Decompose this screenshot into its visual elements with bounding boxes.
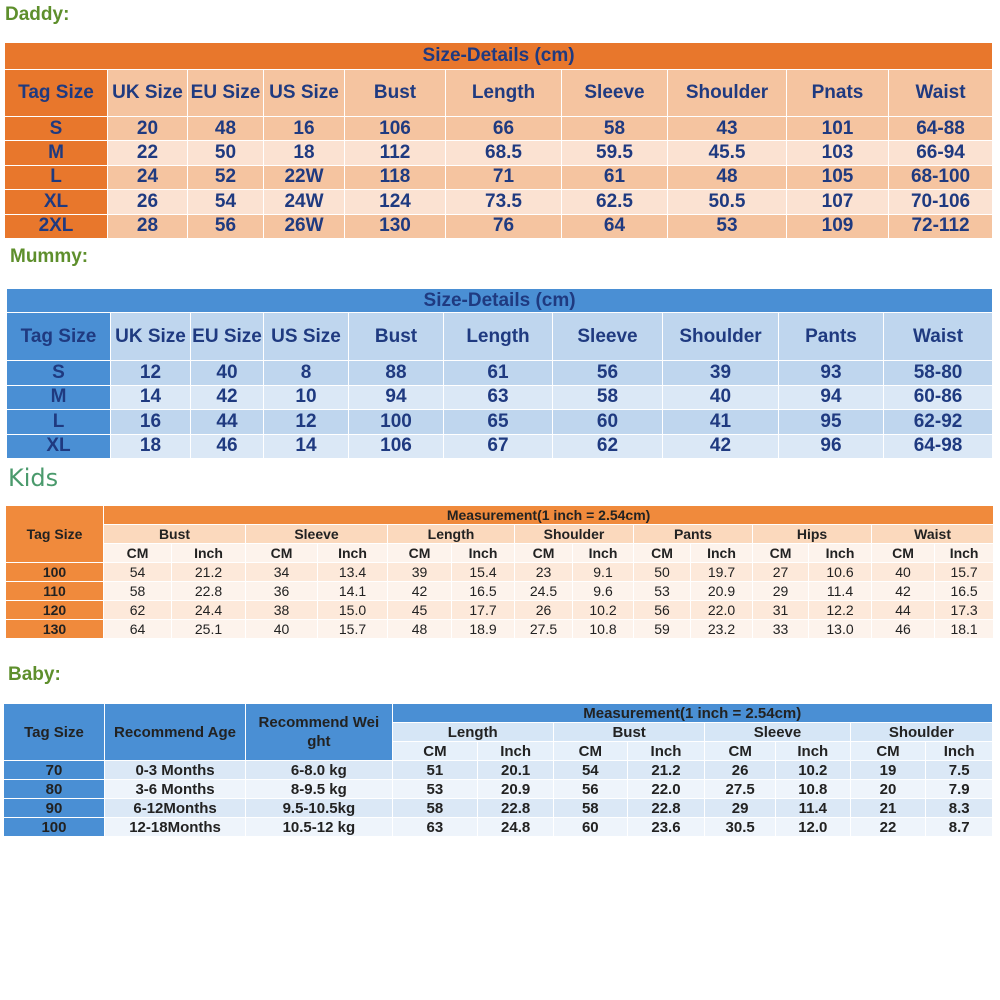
value-cell: 62 [553, 434, 663, 459]
unit-header-cell: CM [753, 544, 809, 563]
group-header-cell: Sleeve [705, 723, 850, 742]
group-header-cell: Hips [753, 525, 872, 544]
value-cell: 106 [349, 434, 444, 459]
header-cell: UK Size [108, 70, 188, 117]
header-cell: Tag Size [6, 506, 104, 563]
value-cell: 64 [562, 214, 668, 238]
unit-header-cell: CM [850, 742, 926, 761]
value-cell: 45 [388, 601, 452, 620]
value-cell: 50 [634, 563, 691, 582]
tag-size-cell: M [7, 385, 111, 410]
tag-size-cell: L [7, 410, 111, 435]
value-cell: 19 [850, 761, 926, 780]
value-cell: 15.7 [935, 563, 994, 582]
table-row [7, 361, 993, 386]
header-cell: Pants [779, 313, 884, 361]
value-cell: 22.0 [691, 601, 753, 620]
value-cell: 56 [553, 361, 663, 386]
value-cell: 25.1 [172, 620, 246, 639]
value-cell: 29 [705, 799, 776, 818]
unit-header-cell: CM [246, 544, 318, 563]
value-cell: 73.5 [446, 190, 562, 214]
value-cell: 39 [663, 361, 779, 386]
baby-size-table [3, 703, 993, 837]
value-cell: 12-18Months [104, 818, 245, 837]
value-cell: 43 [668, 117, 787, 141]
value-cell: 21 [850, 799, 926, 818]
value-cell: 59.5 [562, 141, 668, 165]
header-cell: Recommend Wei ght [246, 704, 392, 761]
value-cell: 10.2 [775, 761, 850, 780]
value-cell: 58 [104, 582, 172, 601]
tag-size-cell: XL [7, 434, 111, 459]
value-cell: 46 [191, 434, 264, 459]
value-cell: 26W [264, 214, 345, 238]
value-cell: 0-3 Months [104, 761, 245, 780]
value-cell: 42 [388, 582, 452, 601]
value-cell: 24 [108, 165, 188, 189]
value-cell: 20 [850, 780, 926, 799]
unit-header-cell: Inch [691, 544, 753, 563]
tag-size-cell: M [5, 141, 108, 165]
value-cell: 28 [108, 214, 188, 238]
value-cell: 27.5 [705, 780, 776, 799]
value-cell: 44 [191, 410, 264, 435]
table-title: Measurement(1 inch = 2.54cm) [392, 704, 992, 723]
value-cell: 130 [345, 214, 446, 238]
daddy-label: Daddy: [5, 4, 70, 25]
value-cell: 16 [264, 117, 345, 141]
table-row [7, 410, 993, 435]
table-title: Size-Details (cm) [7, 289, 993, 313]
daddy-size-table [4, 42, 993, 239]
mummy-size-table [6, 288, 993, 459]
value-cell: 58 [553, 385, 663, 410]
value-cell: 41 [663, 410, 779, 435]
table-row [6, 601, 994, 620]
kids-size-table [5, 505, 994, 639]
value-cell: 14.1 [318, 582, 388, 601]
value-cell: 22 [850, 818, 926, 837]
value-cell: 54 [188, 190, 264, 214]
value-cell: 9.6 [573, 582, 634, 601]
value-cell: 56 [553, 780, 627, 799]
value-cell: 63 [392, 818, 478, 837]
value-cell: 40 [663, 385, 779, 410]
value-cell: 16 [111, 410, 191, 435]
header-cell: Sleeve [553, 313, 663, 361]
value-cell: 48 [388, 620, 452, 639]
value-cell: 20 [108, 117, 188, 141]
value-cell: 68.5 [446, 141, 562, 165]
unit-header-cell: Inch [775, 742, 850, 761]
value-cell: 10.8 [573, 620, 634, 639]
value-cell: 66-94 [889, 141, 993, 165]
value-cell: 40 [246, 620, 318, 639]
value-cell: 15.7 [318, 620, 388, 639]
value-cell: 10.5-12 kg [246, 818, 392, 837]
value-cell: 27.5 [515, 620, 573, 639]
value-cell: 60 [553, 818, 627, 837]
value-cell: 88 [349, 361, 444, 386]
value-cell: 14 [111, 385, 191, 410]
value-cell: 103 [787, 141, 889, 165]
value-cell: 45.5 [668, 141, 787, 165]
value-cell: 118 [345, 165, 446, 189]
value-cell: 12.2 [809, 601, 872, 620]
value-cell: 7.9 [926, 780, 993, 799]
table-row [5, 214, 993, 238]
header-cell: Tag Size [7, 313, 111, 361]
value-cell: 53 [668, 214, 787, 238]
value-cell: 29 [753, 582, 809, 601]
value-cell: 70-106 [889, 190, 993, 214]
value-cell: 72-112 [889, 214, 993, 238]
value-cell: 42 [663, 434, 779, 459]
group-header-cell: Shoulder [515, 525, 634, 544]
value-cell: 10.6 [809, 563, 872, 582]
group-header-cell: Length [392, 723, 553, 742]
group-header-cell: Shoulder [850, 723, 992, 742]
value-cell: 8-9.5 kg [246, 780, 392, 799]
value-cell: 30.5 [705, 818, 776, 837]
value-cell: 107 [787, 190, 889, 214]
unit-header-cell: CM [388, 544, 452, 563]
table-row [7, 385, 993, 410]
table-row [5, 117, 993, 141]
table-row [7, 434, 993, 459]
table-row [6, 563, 994, 582]
value-cell: 95 [779, 410, 884, 435]
header-cell: Sleeve [562, 70, 668, 117]
value-cell: 8.7 [926, 818, 993, 837]
value-cell: 62.5 [562, 190, 668, 214]
value-cell: 59 [634, 620, 691, 639]
value-cell: 40 [191, 361, 264, 386]
unit-header-cell: Inch [452, 544, 515, 563]
value-cell: 26 [515, 601, 573, 620]
value-cell: 64-98 [884, 434, 993, 459]
table-row [5, 141, 993, 165]
unit-header-cell: Inch [172, 544, 246, 563]
value-cell: 22W [264, 165, 345, 189]
unit-header-cell: Inch [809, 544, 872, 563]
value-cell: 13.4 [318, 563, 388, 582]
value-cell: 9.1 [573, 563, 634, 582]
group-header-cell: Bust [104, 525, 246, 544]
value-cell: 53 [392, 780, 478, 799]
value-cell: 54 [104, 563, 172, 582]
value-cell: 52 [188, 165, 264, 189]
value-cell: 6-8.0 kg [246, 761, 392, 780]
value-cell: 64-88 [889, 117, 993, 141]
value-cell: 48 [668, 165, 787, 189]
value-cell: 38 [246, 601, 318, 620]
tag-size-cell: 100 [4, 818, 105, 837]
value-cell: 26 [108, 190, 188, 214]
value-cell: 60-86 [884, 385, 993, 410]
value-cell: 6-12Months [104, 799, 245, 818]
value-cell: 48 [188, 117, 264, 141]
value-cell: 51 [392, 761, 478, 780]
unit-header-cell: CM [515, 544, 573, 563]
group-header-cell: Pants [634, 525, 753, 544]
value-cell: 50 [188, 141, 264, 165]
value-cell: 56 [634, 601, 691, 620]
unit-header-cell: Inch [926, 742, 993, 761]
value-cell: 22 [108, 141, 188, 165]
header-cell: US Size [264, 70, 345, 117]
value-cell: 18 [264, 141, 345, 165]
header-cell: US Size [264, 313, 349, 361]
value-cell: 22.8 [172, 582, 246, 601]
unit-header-cell: CM [705, 742, 776, 761]
table-title: Measurement(1 inch = 2.54cm) [104, 506, 994, 525]
value-cell: 39 [388, 563, 452, 582]
header-cell: Length [444, 313, 553, 361]
value-cell: 53 [634, 582, 691, 601]
value-cell: 21.2 [172, 563, 246, 582]
header-cell: Tag Size [4, 704, 105, 761]
value-cell: 76 [446, 214, 562, 238]
value-cell: 21.2 [627, 761, 705, 780]
header-cell: Pnats [787, 70, 889, 117]
value-cell: 17.7 [452, 601, 515, 620]
unit-header-cell: Inch [478, 742, 554, 761]
value-cell: 112 [345, 141, 446, 165]
value-cell: 93 [779, 361, 884, 386]
value-cell: 24.5 [515, 582, 573, 601]
value-cell: 24.8 [478, 818, 554, 837]
tag-size-cell: 70 [4, 761, 105, 780]
table-row [5, 165, 993, 189]
table-row [4, 799, 993, 818]
table-row [6, 620, 994, 639]
value-cell: 20.9 [691, 582, 753, 601]
value-cell: 15.0 [318, 601, 388, 620]
group-header-cell: Length [388, 525, 515, 544]
value-cell: 44 [872, 601, 935, 620]
header-cell: EU Size [191, 313, 264, 361]
value-cell: 17.3 [935, 601, 994, 620]
tag-size-cell: S [7, 361, 111, 386]
value-cell: 9.5-10.5kg [246, 799, 392, 818]
value-cell: 42 [872, 582, 935, 601]
value-cell: 22.8 [478, 799, 554, 818]
unit-header-cell: CM [872, 544, 935, 563]
unit-header-cell: Inch [318, 544, 388, 563]
value-cell: 20.1 [478, 761, 554, 780]
value-cell: 16.5 [935, 582, 994, 601]
value-cell: 27 [753, 563, 809, 582]
value-cell: 62 [104, 601, 172, 620]
value-cell: 36 [246, 582, 318, 601]
value-cell: 65 [444, 410, 553, 435]
value-cell: 58 [392, 799, 478, 818]
header-cell: Length [446, 70, 562, 117]
value-cell: 56 [188, 214, 264, 238]
value-cell: 61 [444, 361, 553, 386]
value-cell: 8 [264, 361, 349, 386]
unit-header-cell: Inch [627, 742, 705, 761]
tag-size-cell: 90 [4, 799, 105, 818]
value-cell: 15.4 [452, 563, 515, 582]
value-cell: 60 [553, 410, 663, 435]
unit-header-cell: Inch [935, 544, 994, 563]
header-cell: Bust [349, 313, 444, 361]
unit-header-cell: CM [553, 742, 627, 761]
unit-header-cell: CM [634, 544, 691, 563]
value-cell: 16.5 [452, 582, 515, 601]
value-cell: 12 [264, 410, 349, 435]
value-cell: 7.5 [926, 761, 993, 780]
value-cell: 106 [345, 117, 446, 141]
value-cell: 124 [345, 190, 446, 214]
value-cell: 64 [104, 620, 172, 639]
header-cell: Shoulder [663, 313, 779, 361]
value-cell: 67 [444, 434, 553, 459]
value-cell: 23.2 [691, 620, 753, 639]
value-cell: 22.0 [627, 780, 705, 799]
value-cell: 42 [191, 385, 264, 410]
value-cell: 18 [111, 434, 191, 459]
group-header-cell: Sleeve [246, 525, 388, 544]
header-cell: Recommend Age [104, 704, 245, 761]
unit-header-cell: CM [104, 544, 172, 563]
value-cell: 94 [349, 385, 444, 410]
value-cell: 33 [753, 620, 809, 639]
unit-header-cell: Inch [573, 544, 634, 563]
tag-size-cell: 120 [6, 601, 104, 620]
tag-size-cell: S [5, 117, 108, 141]
tag-size-cell: 80 [4, 780, 105, 799]
value-cell: 8.3 [926, 799, 993, 818]
group-header-cell: Bust [553, 723, 704, 742]
value-cell: 46 [872, 620, 935, 639]
unit-header-cell: CM [392, 742, 478, 761]
value-cell: 20.9 [478, 780, 554, 799]
value-cell: 19.7 [691, 563, 753, 582]
value-cell: 12 [111, 361, 191, 386]
tag-size-cell: 100 [6, 563, 104, 582]
value-cell: 50.5 [668, 190, 787, 214]
table-row [4, 818, 993, 837]
value-cell: 40 [872, 563, 935, 582]
value-cell: 10 [264, 385, 349, 410]
value-cell: 23.6 [627, 818, 705, 837]
value-cell: 58 [562, 117, 668, 141]
table-row [5, 190, 993, 214]
value-cell: 18.1 [935, 620, 994, 639]
value-cell: 23 [515, 563, 573, 582]
header-cell: Bust [345, 70, 446, 117]
header-cell: EU Size [188, 70, 264, 117]
value-cell: 24W [264, 190, 345, 214]
value-cell: 31 [753, 601, 809, 620]
value-cell: 18.9 [452, 620, 515, 639]
table-title: Size-Details (cm) [5, 43, 993, 70]
value-cell: 94 [779, 385, 884, 410]
value-cell: 58-80 [884, 361, 993, 386]
table-row [4, 761, 993, 780]
value-cell: 24.4 [172, 601, 246, 620]
tag-size-cell: L [5, 165, 108, 189]
header-cell: Waist [884, 313, 993, 361]
value-cell: 101 [787, 117, 889, 141]
mummy-label: Mummy: [10, 246, 89, 267]
tag-size-cell: 130 [6, 620, 104, 639]
value-cell: 100 [349, 410, 444, 435]
tag-size-cell: 2XL [5, 214, 108, 238]
value-cell: 10.2 [573, 601, 634, 620]
value-cell: 96 [779, 434, 884, 459]
value-cell: 3-6 Months [104, 780, 245, 799]
value-cell: 26 [705, 761, 776, 780]
header-cell: Shoulder [668, 70, 787, 117]
table-row [4, 780, 993, 799]
value-cell: 68-100 [889, 165, 993, 189]
value-cell: 58 [553, 799, 627, 818]
value-cell: 54 [553, 761, 627, 780]
value-cell: 11.4 [775, 799, 850, 818]
value-cell: 10.8 [775, 780, 850, 799]
value-cell: 13.0 [809, 620, 872, 639]
tag-size-cell: 110 [6, 582, 104, 601]
value-cell: 105 [787, 165, 889, 189]
value-cell: 109 [787, 214, 889, 238]
tag-size-cell: XL [5, 190, 108, 214]
kids-label: Kids [8, 464, 59, 492]
value-cell: 11.4 [809, 582, 872, 601]
value-cell: 61 [562, 165, 668, 189]
header-cell: Tag Size [5, 70, 108, 117]
value-cell: 66 [446, 117, 562, 141]
table-row [6, 582, 994, 601]
baby-label: Baby: [8, 664, 61, 685]
value-cell: 14 [264, 434, 349, 459]
value-cell: 71 [446, 165, 562, 189]
value-cell: 12.0 [775, 818, 850, 837]
value-cell: 22.8 [627, 799, 705, 818]
header-cell: UK Size [111, 313, 191, 361]
group-header-cell: Waist [872, 525, 994, 544]
value-cell: 63 [444, 385, 553, 410]
value-cell: 34 [246, 563, 318, 582]
value-cell: 62-92 [884, 410, 993, 435]
header-cell: Waist [889, 70, 993, 117]
